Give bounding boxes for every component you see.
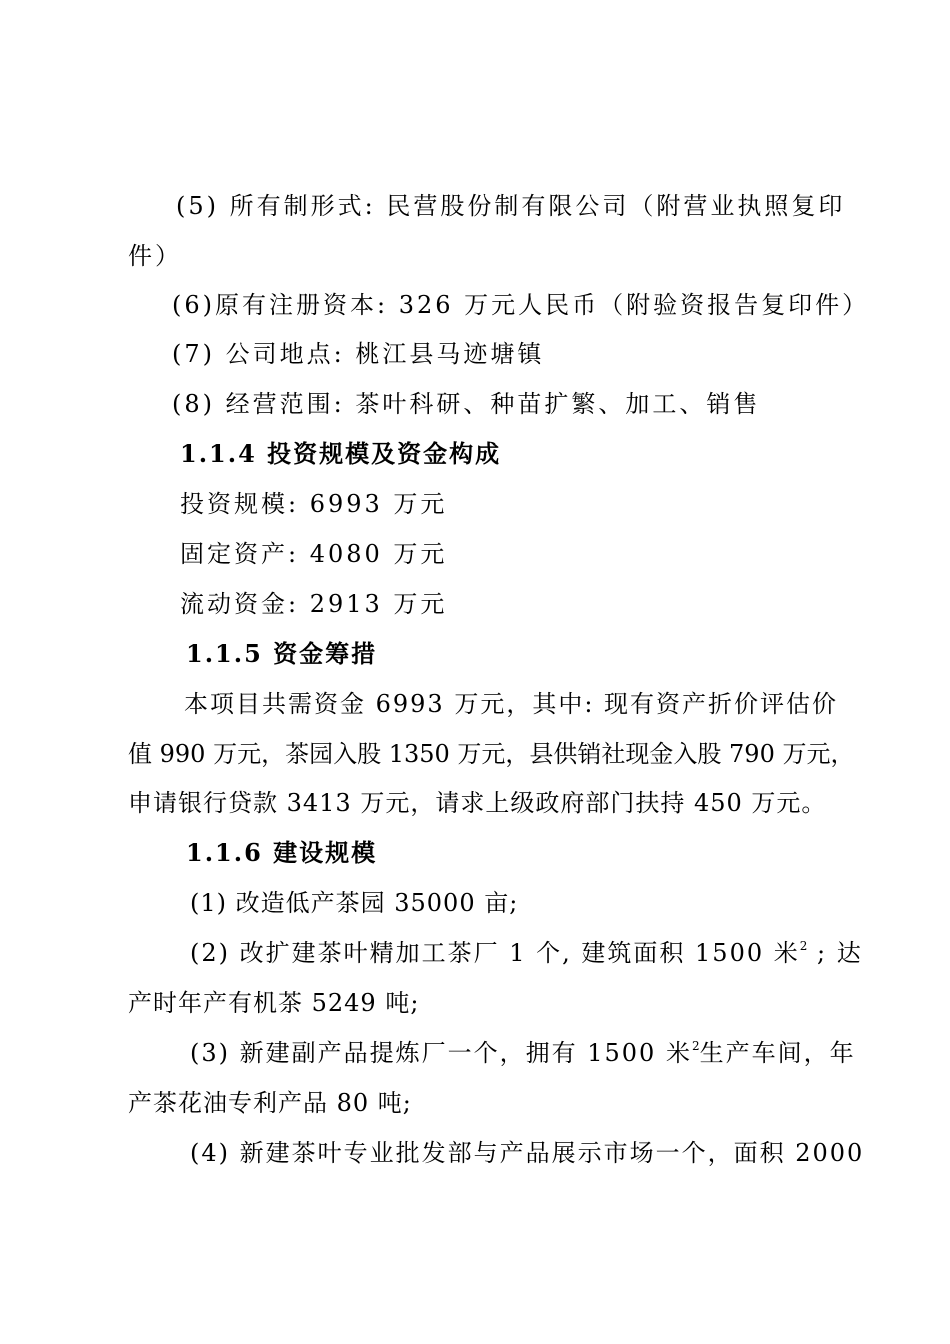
construction-item3-text: (3) 新建副产品提炼厂一个，拥有 1500 米 (190, 1039, 692, 1067)
funding-line1: 本项目共需资金 6993 万元，其中: 现有资产折价评估价 (184, 690, 839, 718)
construction-item2-tail: ; 达 (807, 939, 863, 967)
section-heading-1-1-6: 1.1.6 建设规模 (186, 838, 378, 867)
square-superscript: 2 (691, 1039, 700, 1053)
investment-scale: 投资规模: 6993 万元 (180, 490, 448, 518)
construction-item2-line2: 产时年产有机茶 5249 吨; (128, 989, 420, 1017)
item5-line1: (5) 所有制形式: 民营股份制有限公司（附营业执照复印 (176, 192, 846, 220)
funding-line3: 申请银行贷款 3413 万元，请求上级政府部门扶持 450 万元。 (128, 789, 827, 817)
construction-item1: (1) 改造低产茶园 35000 亩; (190, 889, 519, 917)
item6: (6)原有注册资本: 326 万元人民币（附验资报告复印件） (172, 291, 870, 319)
fixed-assets: 固定资产: 4080 万元 (180, 540, 448, 568)
item8: (8) 经营范围: 茶叶科研、种苗扩繁、加工、销售 (172, 390, 761, 418)
working-capital: 流动资金: 2913 万元 (180, 590, 448, 618)
section-heading-1-1-5: 1.1.5 资金筹措 (186, 639, 378, 668)
construction-item4-line1: (4) 新建茶叶专业批发部与产品展示市场一个，面积 2000 (190, 1139, 865, 1167)
construction-item2-text: (2) 改扩建茶叶精加工茶厂 1 个, 建筑面积 1500 米 (190, 939, 800, 967)
section-heading-1-1-4: 1.1.4 投资规模及资金构成 (180, 439, 502, 468)
construction-item3-line2: 产茶花油专利产品 80 吨; (128, 1089, 412, 1117)
construction-item2-line1 (190, 937, 863, 969)
funding-line2: 值 990 万元，茶园入股 1350 万元，县供销社现金入股 790 万元， (128, 740, 855, 768)
square-superscript: 2 (799, 939, 808, 953)
construction-item3-tail: 生产车间，年 (699, 1039, 856, 1067)
item5-line2: 件） (128, 242, 182, 270)
construction-item3-line1 (190, 1037, 856, 1069)
item7: (7) 公司地点: 桃江县马迹塘镇 (172, 340, 545, 368)
